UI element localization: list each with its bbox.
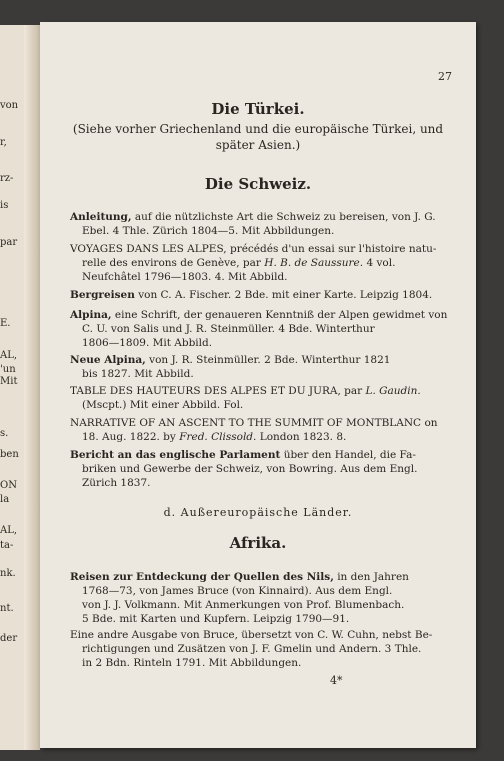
entry-lead: Anleitung, [70,211,132,223]
bibliography-entry [70,242,450,284]
entry-text: Ebel. 4 Thle. Zürich 1804—5. Mit Abbildungen. [82,225,335,237]
entry-text: auf die nützlichste Art die Schweiz zu bereisen, von J. G. [134,211,436,223]
entry-text: Zürich 1837. [82,477,151,489]
entry-text: von C. A. Fischer. 2 Bde. mit einer Karte. Leipzig 1804. [138,289,433,301]
entry-text: 5 Bde. mit Karten und Kupfern. Leipzig 1790—91. [82,613,350,625]
bibliography-entry [70,628,450,670]
bibliography-entry [70,570,450,626]
left-fragment: AL, [0,350,18,361]
left-fragment: AL, [0,525,18,536]
left-fragment: rz- [0,173,14,184]
heading-tuerkei: Die Türkei. [211,100,305,118]
note-line: später Asien.) [215,138,301,152]
entry-text: Eine andre Ausgabe von Bruce, übersetzt von C. W. Cuhn, nebst Be- [70,629,433,641]
entry-lead: Bergreisen [70,289,135,301]
entry-lead: VOYAGES DANS LES ALPES, [70,243,227,255]
entry-text: C. U. von Salis und J. R. Steinmüller. 4 Bde. Winterthur [82,323,375,335]
page-number: 27 [438,70,452,83]
bibliography-entry [70,210,450,238]
entry-text: on [424,417,438,429]
entry-lead: Alpina, [70,309,112,321]
left-fragment: nk. [0,568,16,579]
entry-text: précédés d'un essai sur l'histoire natu- [229,243,437,255]
heading-afrika: Afrika. [229,534,287,552]
entry-text: über den Handel, die Fa- [283,449,416,461]
entry-text: eine Schrift, der genaueren Kenntniß der Alpen gewidmet von [114,309,448,321]
entry-text: 1768—73, von James Bruce (von Kinnaird). Aus dem Engl. [82,585,393,597]
entry-text: relle des environs de Genève, par [82,257,261,269]
entry-text: London 1823. 8. [259,431,347,443]
entry-lead: Reisen zur Entdeckung der Quellen des Nils, [70,571,334,583]
entry-author: H. B. de Saussure. [264,257,364,269]
signature-mark: 4* [330,674,343,687]
entry-text: richtigungen und Zusätzen von J. F. Gmelin und Andern. 3 Thle. [82,643,422,655]
entry-lead: Neue Alpina, [70,354,146,366]
left-fragment: der [0,633,18,644]
book-gutter [24,25,40,750]
left-fragment: 'un [0,364,16,375]
bibliography-entry [70,384,450,412]
left-fragment: nt. [0,603,14,614]
bibliography-entry [70,448,450,490]
bibliography-entry [70,288,450,302]
left-fragment: Mit [0,376,18,387]
entry-text: in den Jahren [337,571,409,583]
entry-text: von J. R. Steinmüller. 2 Bde. Winterthur 1821 [149,354,391,366]
entry-text: 1806—1809. Mit Abbild. [82,337,213,349]
left-fragment: is [0,200,9,211]
entry-text: 4 vol. [366,257,396,269]
entry-text: Neufchâtel 1796—1803. 4. Mit Abbild. [82,271,288,283]
left-fragment: ON [0,480,17,491]
subsection-heading: d. Außereuropäische Länder. [163,506,353,519]
note-line: (Siehe vorher Griechenland und die europäische Türkei, und [72,122,444,136]
entry-author: L. Gaudin. [365,385,421,397]
entry-text: von J. J. Volkmann. Mit Anmerkungen von Prof. Blumenbach. [82,599,405,611]
entry-lead: TABLE DES HAUTEURS DES ALPES ET DU JURA, [70,385,341,397]
entry-lead: Bericht an das englische Parlament [70,449,281,461]
left-fragment: s. [0,428,9,439]
entry-text: in 2 Bdn. Rinteln 1791. Mit Abbildungen. [82,657,302,669]
left-fragment: ben [0,449,19,460]
entry-lead: NARRATIVE OF AN ASCENT TO THE SUMMIT OF MONTBLANC [70,417,422,429]
book-page [40,22,476,748]
left-fragment: von [0,100,19,111]
left-fragment: la [0,494,10,505]
entry-text: (Mscpt.) Mit einer Abbild. Fol. [82,399,244,411]
bibliography-entry [70,416,450,444]
bibliography-entry [70,308,450,350]
entry-text: bis 1827. Mit Abbild. [82,368,194,380]
left-fragment: par [0,237,18,248]
entry-text: 18. Aug. 1822. by [82,431,176,443]
entry-text: briken und Gewerbe der Schweiz, von Bowring. Aus dem Engl. [82,463,418,475]
left-fragment: r, [0,137,7,148]
entry-author: Fred. Clissold. [179,431,257,443]
bibliography-entry [70,353,450,381]
left-fragment: E. [0,318,11,329]
left-fragment: ta- [0,540,14,551]
heading-schweiz: Die Schweiz. [204,175,312,193]
entry-text: par [344,385,363,397]
